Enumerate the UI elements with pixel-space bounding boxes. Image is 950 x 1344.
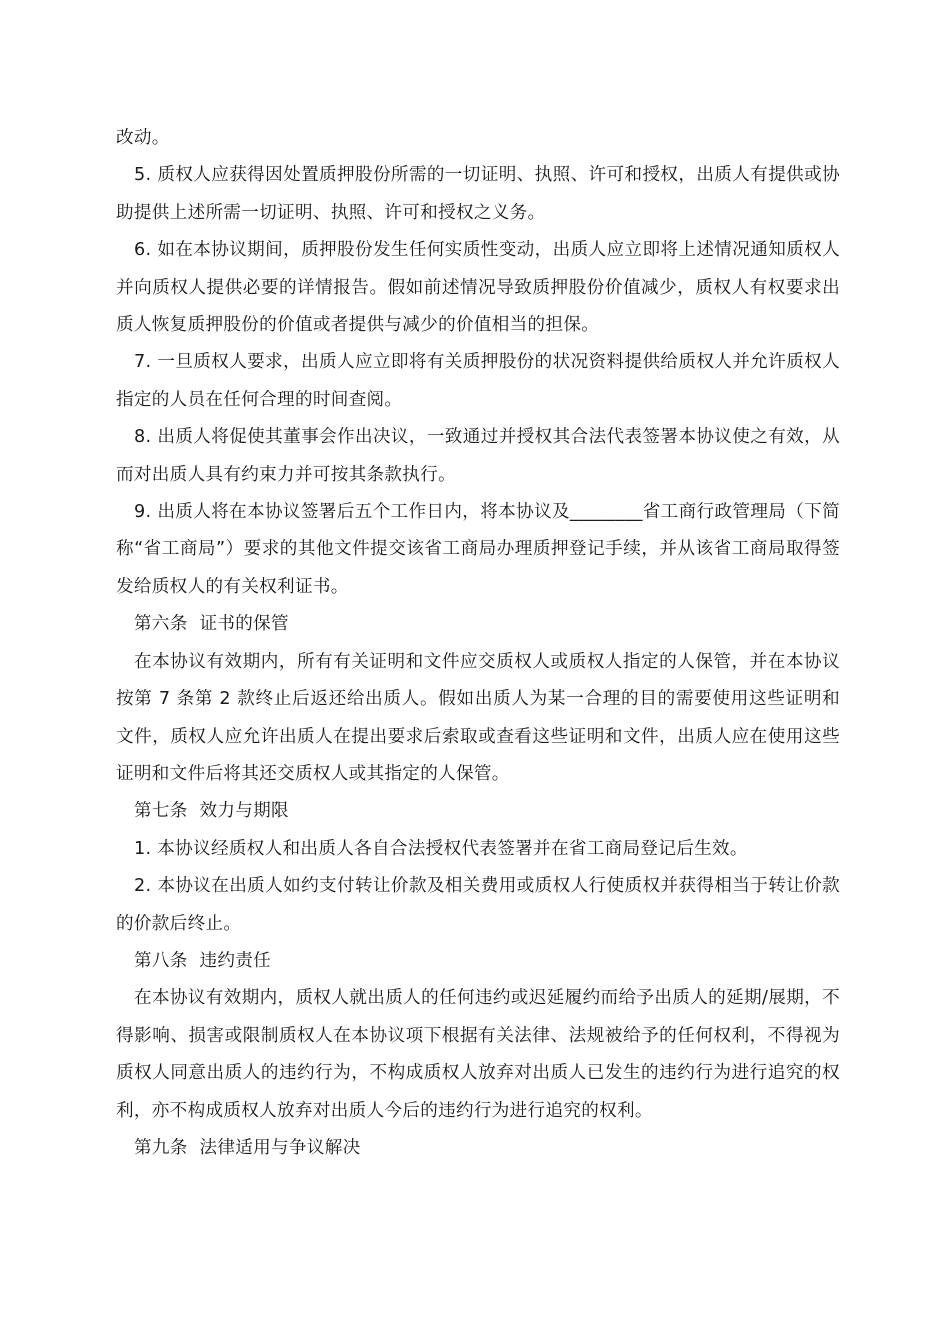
article-9-heading: 第九条 法律适用与争议解决: [134, 1137, 361, 1158]
paragraph-continuation: 改动。: [116, 128, 170, 148]
clause-6: 6. 如在本协议期间，质押股份发生任何实质性变动，出质人应立即将上述情况通知质权人并向质权人提供必要的详情报告。假如前述情况导致质押股份价值减少，质权人有权要求出质人恢复质押股份的价值或者提供与减少的价值相当的担保。: [116, 240, 840, 336]
document-body: [116, 120, 840, 1167]
article-6-heading: 第六条 证书的保管: [134, 614, 289, 635]
clause-8: 8. 出质人将促使其董事会作出决议，一致通过并授权其合法代表签署本协议使之有效，从而对出质人具有约束力并可按其条款执行。: [116, 427, 840, 485]
article-8-body: 在本协议有效期内，质权人就出质人的任何违约或迟延履约而给予出质人的延期/展期，不得影响、损害或限制质权人在本协议项下根据有关法律、法规被给予的任何权利，不得视为质权人同意出质人的违约行为，不构成质权人放弃对出质人已发生的违约行为进行追究的权利，亦不构成质权人放弃对出质人今后的违约行为进行追究的权利。: [116, 988, 840, 1121]
article-7-clause-2: 2. 本协议在出质人如约支付转让价款及相关费用或质权人行使质权并获得相当于转让价款的价款后终止。: [116, 876, 840, 934]
article-6-body: 在本协议有效期内，所有有关证明和文件应交质权人或质权人指定的人保管，并在本协议按第 7 条第 2 款终止后返还给出质人。假如出质人为某一合理的目的需要使用这些证明和文件，质权人应允许出质人在提出要求后索取或查看这些证明和文件，出质人应在使用这些证明和文件后将其还交质权人或其指定的人保管。: [116, 651, 840, 784]
clause-7: 7. 一旦质权人要求，出质人应立即将有关质押股份的状况资料提供给质权人并允许质权人指定的人员在任何合理的时间查阅。: [116, 352, 840, 410]
article-7-clause-1: 1. 本协议经质权人和出质人各自合法授权代表签署并在省工商局登记后生效。: [134, 838, 748, 859]
article-7-heading: 第七条 效力与期限: [134, 801, 289, 822]
clause-9: 9. 出质人将在本协议签署后五个工作日内，将本协议及________省工商行政管理局（下简称“省工商局”）要求的其他文件提交该省工商局办理质押登记手续，并从该省工商局取得签发给质权人的有关权利证书。: [116, 502, 840, 597]
article-8-heading: 第八条 违约责任: [134, 950, 272, 971]
clause-5: 5. 质权人应获得因处置质押股份所需的一切证明、执照、许可和授权，出质人有提供或协助提供上述所需一切证明、执照、许可和授权之义务。: [116, 165, 840, 223]
